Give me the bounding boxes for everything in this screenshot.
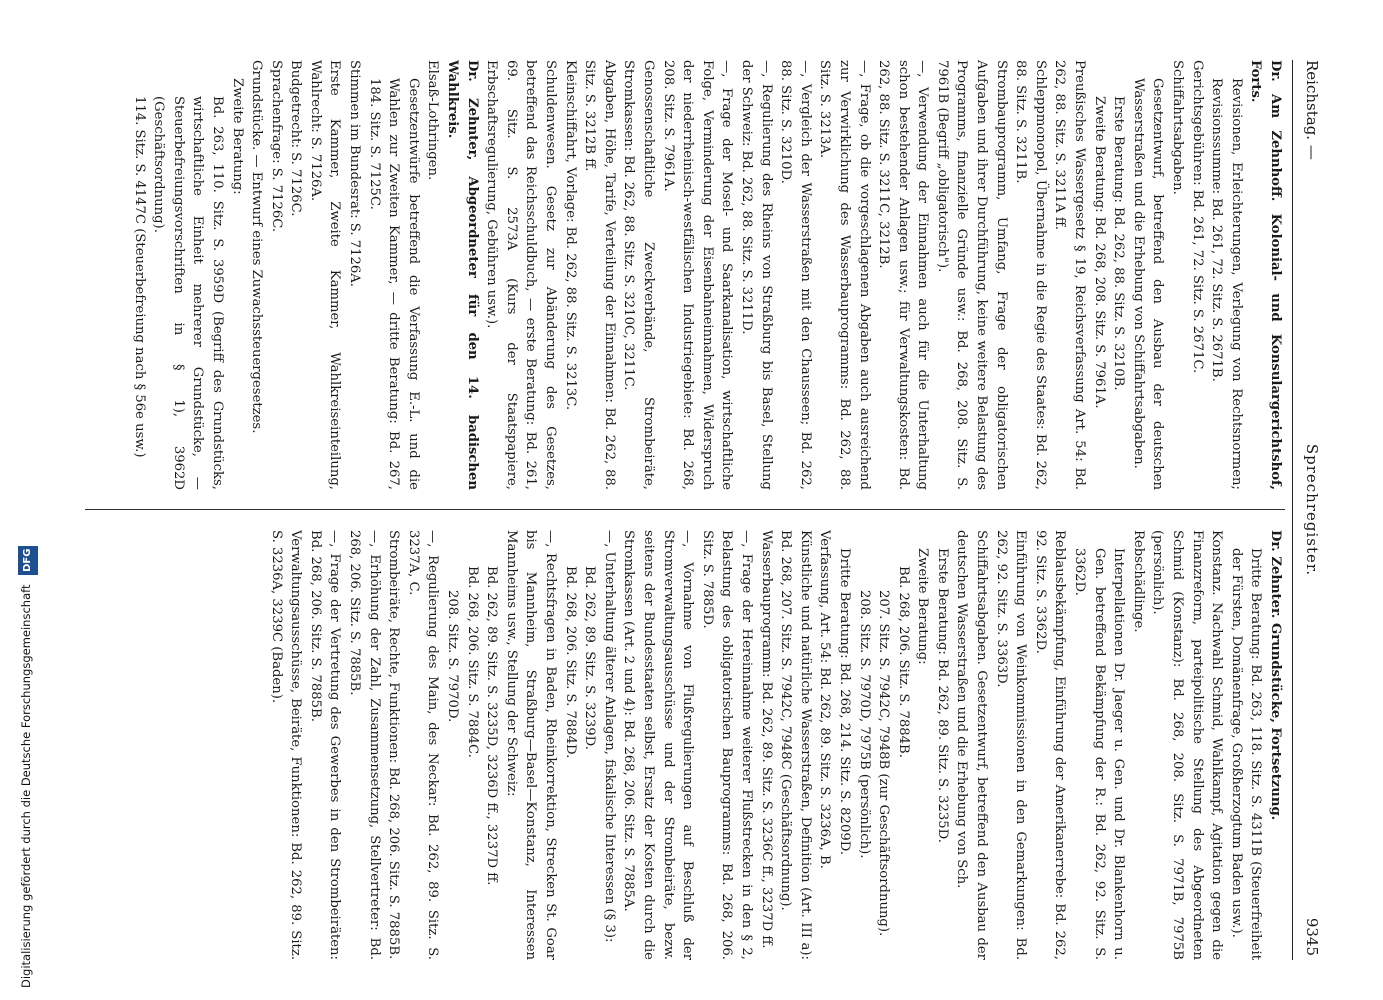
- left-column-entry: Genossenschaftliche Zweckverbände, Strombeiräte, Stromkassen: Bd. 262, 88. Sitz. S. 3210C, 3211C.: [621, 60, 656, 490]
- left-column-entry: —, Regulierung des Rheins von Straßburg bis Basel, Stellung der Schweiz: Bd. 262, 88. Sitz. S. 3211D.: [738, 60, 774, 490]
- left-column-entry: Gerichtsgebühren: Bd. 261, 72. Sitz. S. 2671C.: [1189, 60, 1205, 374]
- right-column-entry: 208. Sitz. S. 7970D, 7975B (persönlich).: [856, 590, 872, 859]
- right-column-entry: —, Vornahme von Flußregulierungen auf Beschluß der Stromverwaltungsausschüsse und der Strombeiräte, bezw. seitens der Bundesstaaten selbst, Ersatz der Kosten durch die Stromkassen (Art. 2 und 4): Bd. 268, 206. Sitz. S. 7885A.: [621, 530, 696, 960]
- left-column-entry: Budgetrecht: S. 7126C.: [288, 60, 304, 217]
- digitization-note-text: Digitalisierung gefördert durch die Deutsche Forschungsgemeinschaft: [19, 584, 33, 988]
- left-column-entry: Gesetzentwürfe betreffend die Verfassung E.-L. und die Wahlen zur Zweiten Kammer, — dritte Beratung: Bd. 267, 184. Sitz. S. 7125C.: [366, 78, 421, 490]
- left-column-entry: —, Vergleich der Wasserstraßen mit den Chausseen; Bd. 262, 88. Sitz. S. 3210D.: [778, 60, 813, 490]
- right-column-entry: 207. Sitz. S. 7942C, 7948B (zur Geschäftsordnung).: [876, 590, 892, 937]
- right-column-entry: Erste Beratung: Bd. 262, 89. Sitz. S. 3235D.: [934, 548, 950, 843]
- left-column-entry: Bd. 263, 110. Sitz. S. 3959D (Begriff des Grundstücks, wirtschaftliche Einheit mehrerer Grundstücke, — Steuerbefreiungsvorschriften in § 1), 3962D (Geschäftsordnung).: [151, 96, 225, 490]
- dfg-logo: DFG: [18, 546, 38, 575]
- header-left: Reichstag. —: [1303, 60, 1321, 160]
- right-column-entry: Bd. 268, 206. Sitz. S. 7884C.: [464, 566, 480, 758]
- left-column-entry: Elsaß-Lothringen.: [425, 60, 441, 181]
- rotated-page: [75, 60, 1325, 960]
- right-column-entry: —, Frage der Vertretung des Gewerbes in den Strombeiräten: Bd. 268, 206. Sitz. S. 7885B.: [307, 530, 343, 960]
- right-column-entry: Bd. 268, 206. Sitz. S. 7884D.: [562, 566, 578, 759]
- left-column-entry: Dr. Am Zehnhoff. Kolonial- und Konsulargerichtshof, Forts.: [1248, 60, 1283, 490]
- right-column-entry: Künstliche und natürliche Wasserstraßen, Definition (Art. III a): Bd. 268, 207. Sitz. S. 7942C, 7948C (Geschäftsordnung).: [778, 530, 813, 960]
- left-column-entry: 114. Sitz. S. 4147C (Steuerbefreiung nach § 56e usw.): [131, 96, 147, 458]
- left-column-entry: Grundstücke. — Entwurf eines Zuwachssteuergesetzes.: [249, 60, 265, 434]
- right-column-entry: Bd. 262, 89. Sitz. S. 3235D, 3236D ff., 3237D ff.: [484, 566, 500, 886]
- right-column-entry: —, Erhöhung der Zahl, Zusammensetzung, Stellvertreter: Bd. 268, 206. Sitz. S. 7885B.: [347, 530, 382, 960]
- left-column-entry: —, Verwendung der Einnahmen auch für die Unterhaltung schon bestehender Anlagen usw.; für Verwaltungskosten: Bd. 262, 88. Sitz. S. 3211C, 3212B.: [876, 60, 931, 490]
- right-column-entry: —, Regulierung des Main, des Neckar: Bd. 262, 89. Sitz. S. 3237A, C.: [405, 530, 441, 960]
- left-column-entry: Gesetzentwurf, betreffend den Ausbau der deutschen Wasserstraßen und die Erhebung von Schiffahrtsabgaben.: [1130, 78, 1166, 490]
- digitization-note: [16, 0, 36, 1000]
- left-column-entry: Zweite Beratung:: [229, 78, 245, 195]
- right-column-entry: Dr. Zehnter. Grundstücke, Fortsetzung.: [1268, 530, 1283, 821]
- left-column-entry: Abgaben, Höhe, Tarife, Verteilung der Einnahmen: Bd. 262, 88. Sitz. S. 3212B ff.: [582, 60, 617, 490]
- right-column-entry: Schiffahrtsabgaben. Gesetzentwurf, betreffend den Ausbau der deutschen Wasserstraßen und die Erhebung von Sch.: [954, 530, 990, 960]
- left-column-entry: Stimmen im Bundesrat: S. 7126A.: [347, 60, 363, 287]
- page-header: [1292, 60, 1325, 960]
- right-column-entry: 208. Sitz. S. 7970D.: [445, 590, 461, 723]
- right-column-entry: —, Unterhaltung älterer Anlagen, fiskalische Interessen (§ 3):: [601, 530, 617, 943]
- left-column-entry: Strombauprogramm, Umfang, Frage der obligatorischen Aufgaben und ihrer Durchführung, keine weitere Belastung des Programms, finanzielle Gründe usw.: Bd. 268, 208. Sitz. S. 7961B (Begriff „obligatorisch").: [934, 60, 1009, 490]
- right-column-entry: Rebschädlinge.: [1130, 530, 1146, 633]
- right-column-entry: Wasserbauprogramm: Bd. 262, 89. Sitz. S. 3236C ff., 3237D ff.: [758, 530, 774, 949]
- right-column: [85, 530, 1285, 960]
- right-column-entry: Reblausbekämpfung, Einführung der Amerikanerrebe: Bd. 262, 92. Sitz. S. 3362D.: [1032, 530, 1068, 960]
- left-column-entry: Erste Kammer, Zweite Kammer, Wahlkreiseinteilung, Wahlrecht: S. 7126A.: [307, 60, 343, 490]
- left-column-entry: Schiffahrtsabgaben.: [1170, 60, 1186, 195]
- left-column-entry: —, Frage, ob die vorgeschlagenen Abgaben auch ausreichend zur Verwirklichung des Wasserbauprogramms: Bd. 262, 88. Sitz. S. 3213A.: [817, 60, 872, 490]
- right-column-entry: Verfassung, Art. 54: Bd. 262, 89. Sitz. S. 3236A, B.: [817, 530, 833, 869]
- right-column-entry: Strombeiräte, Rechte, Funktionen: Bd. 268, 206. Sitz. S. 7885B.: [386, 530, 402, 960]
- right-column-entry: —, Rechtsfragen in Baden, Rheinkorrektion, Strecken St. Goar bis Mannheim, Straßburg—Basel—Konstanz, Interessen Mannheims usw., Stellung der Schweiz:: [503, 530, 559, 960]
- left-column-entry: Erste Beratung: Bd. 262, 88. Sitz. S. 3210B.: [1111, 96, 1127, 391]
- right-column-entry: Bd. 268, 206. Sitz. S. 7884B.: [895, 566, 911, 758]
- right-column-entry: Verwaltungsausschüsse, Beiräte, Funktionen: Bd. 262, 89. Sitz. S. 3236A, 3239C (Baden).: [268, 530, 304, 960]
- right-column-entry: Einführung von Weinkommissionen in den Gemarkungen: Bd. 262, 92. Sitz. S. 3363D.: [993, 530, 1029, 960]
- left-column-entry: Kleinschiffahrt, Vorlage: Bd. 262, 88. Sitz. S. 3213C.: [562, 60, 578, 411]
- right-column-entry: Bd. 262, 89. Sitz. S. 3239D.: [582, 566, 598, 750]
- left-column-entry: Revisionen, Erleichterungen, Verlegung von Rechtsnormen; Revisionssumme: Bd. 261, 72. Sitz. S. 2671B.: [1209, 78, 1244, 490]
- right-column-entry: Dritte Beratung: Bd. 268, 214. Sitz. S. 8209D.: [836, 548, 852, 856]
- right-column-entry: —, Frage der Hereinnahme weiterer Flußstrecken in den § 2, Belastung des obligatorischen Bauprogramms: Bd. 268, 206. Sitz. S. 7885D.: [699, 530, 754, 960]
- right-column-entry: Zweite Beratung:: [915, 548, 931, 665]
- left-column-entry: Sprachenfrage: S. 7126C.: [268, 60, 284, 233]
- left-column-entry: Schuldenwesen. Gesetz zur Abänderung des Gesetzes, betreffend das Reichsschuldbuch, — erste Beratung: Bd. 261, 69. Sitz. S. 2573A (Kurs der Staatspapiere, Erbschaftsregulierung, Gebühren usw.).: [484, 60, 559, 490]
- left-column-entry: Schleppmonopol, Übernahme in die Regie des Staates: Bd. 262, 88. Sitz. S. 3211B.: [1013, 60, 1048, 490]
- header-title: Sprechregister.: [1303, 443, 1321, 577]
- left-column-entry: Dr. Zehnter, Abgeordneter für den 14. badischen Wahlkreis.: [445, 60, 480, 490]
- left-column-entry: —, Frage der Mosel- und Saarkanalisation, wirtschaftliche Folge, Verminderung der Eisenbahneinnahmen, Widerspruch der niederrheinisch-westfälischen Industriegebiete: Bd. 268, 208. Sitz. S. 7961A.: [660, 60, 735, 490]
- right-column-entry: Interpellationen Dr. Jaeger u. Gen. und Dr. Blankenhorn u. Gen. betreffend Bekämpfung der R.: Bd. 262, 92. Sitz. S. 3362D.: [1072, 548, 1127, 960]
- column-divider: [85, 509, 1285, 510]
- left-column: [85, 60, 1285, 490]
- left-column-entry: Zweite Beratung: Bd. 268, 208. Sitz. S. 7961A.: [1091, 96, 1107, 409]
- page-number: 9345: [1303, 917, 1321, 956]
- right-column-entry: Konstanz. Nachwahl Schmid, Wahlkampf, Agitation gegen die Finanzreform, parteipolitische Stellung des Abgeordneten Schmid (Konstanz): Bd. 268, 208. Sitz. S. 7971B, 7975B (persönlich).: [1150, 530, 1225, 960]
- left-column-entry: Preußisches Wassergesetz § 19, Reichsverfassung Art. 54: Bd. 262, 88. Sitz. S. 3211A ff.: [1052, 60, 1088, 490]
- right-column-entry: Dritte Beratung: Bd. 263, 118. Sitz. S. 4311B (Steuerfreiheit der Fürsten, Domänenfrage, Großherzogtum Baden usw.).: [1228, 548, 1264, 960]
